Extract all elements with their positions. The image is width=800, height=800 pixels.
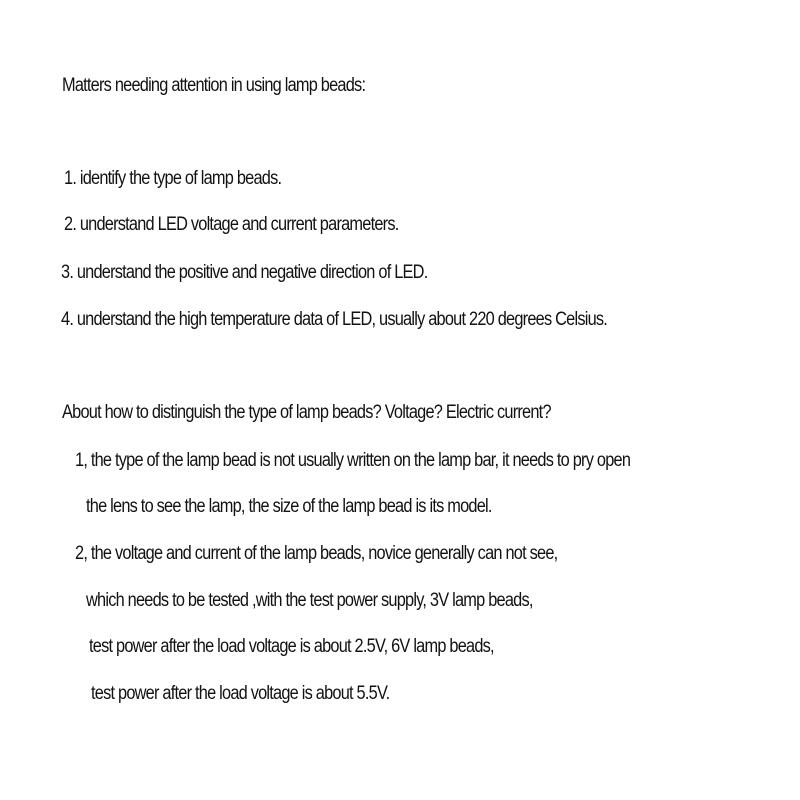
answer-line-3: 2, the voltage and current of the lamp beads, novice generally can not see, [75,543,558,564]
answer-line-1: 1, the type of the lamp bead is not usually written on the lamp bar, it needs to pry open [75,450,631,471]
note-item-1: 1. identify the type of lamp beads. [64,168,282,189]
document-heading: Matters needing attention in using lamp beads: [62,75,366,96]
note-item-4: 4. understand the high temperature data of LED, usually about 220 degrees Celsius. [61,309,608,330]
question-line: About how to distinguish the type of lamp beads? Voltage? Electric current? [62,402,551,423]
answer-line-5: test power after the load voltage is about 2.5V, 6V lamp beads, [89,636,494,657]
note-item-2: 2. understand LED voltage and current parameters. [64,214,399,235]
answer-line-6: test power after the load voltage is about 5.5V. [91,683,390,704]
note-item-3: 3. understand the positive and negative direction of LED. [61,262,428,283]
answer-line-2: the lens to see the lamp, the size of the lamp bead is its model. [86,496,492,517]
answer-line-4: which needs to be tested ,with the test power supply, 3V lamp beads, [86,590,533,611]
